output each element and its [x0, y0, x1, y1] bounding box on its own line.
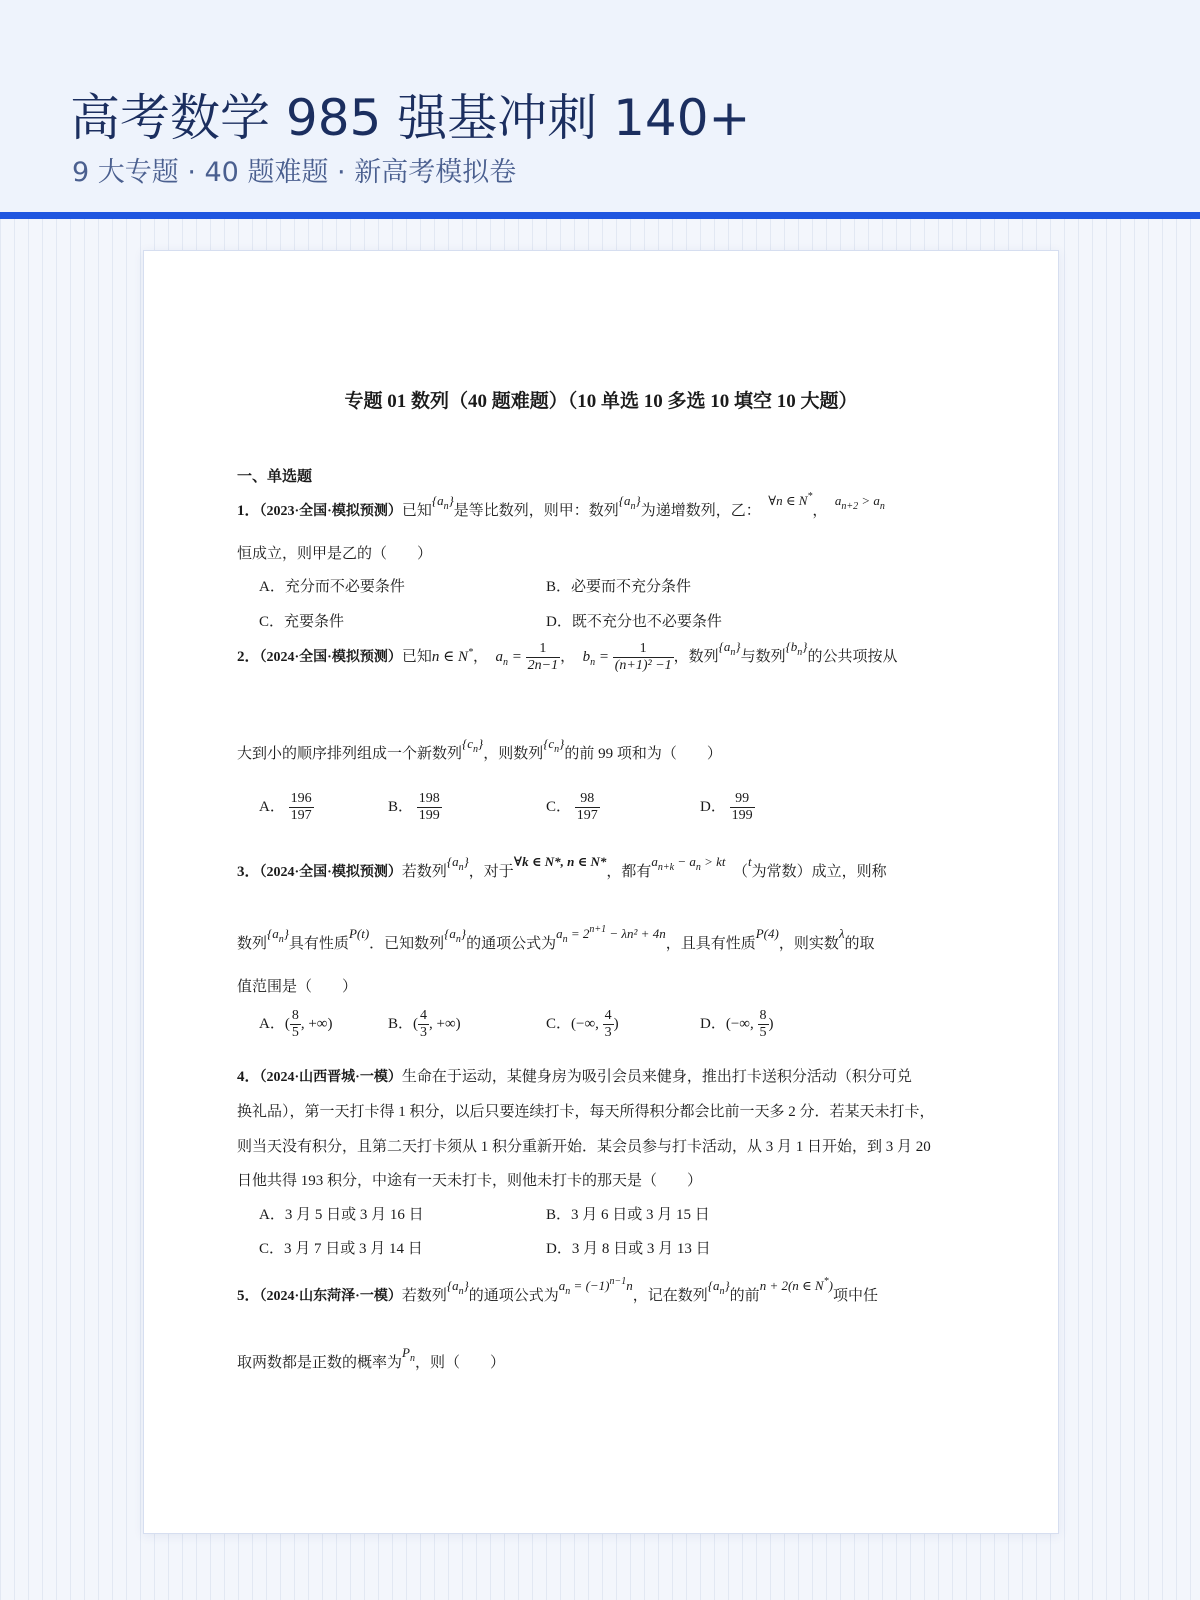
option-c[interactable]: C．(−∞, $\frac{4}{3}$ ) — [546, 1008, 619, 1041]
question-5-line-1: 5．（2024·山东菏泽·一模）若数列$\{a_n\}$的通项公式为$a_n = (-1)^{n-1}n$，记在数列$\{a_n\}$的前n + 2(n ∈ N*)项中任 — [237, 1276, 878, 1304]
option-d[interactable]: D．既不充分也不必要条件 — [546, 614, 722, 630]
math-inequality: $a_{n+k} - a_n$ > kt — [651, 854, 726, 873]
q1-text: 是等比数列，则甲：数列 — [453, 503, 619, 519]
math-lambda: λ — [838, 926, 845, 941]
question-3-line-2: 数列$\{a_n\}$具有性质P(t)．已知数列$\{a_n\}$的通项公式为$a_n = 2^{n+1} - \lambda n^2 + 4n$，且具有性质P(4)，则实数λ的取 — [237, 924, 875, 952]
option-c[interactable]: C．3 月 7 日或 3 月 14 日 — [259, 1241, 423, 1257]
page-title: 高考数学 985 强基冲刺 140+ — [70, 89, 751, 147]
math-seq-an: $\{a_n\}$ — [444, 926, 467, 945]
math-seq-an: $\{a_n\}$ — [618, 493, 641, 512]
math-p4: P(4) — [755, 926, 779, 941]
option-b[interactable]: B．( $\frac{4}{3}$ , +∞) — [388, 1008, 461, 1041]
math-seq-an: $\{a_n\}$ — [446, 1278, 469, 1297]
question-4-line-1: 4．（2024·山西晋城·一模）生命在于运动，某健身房为吸引会员来健身，推出打卡送积分活动（积分可兑 — [237, 1069, 912, 1085]
page-subtitle: 9 大专题 · 40 题难题 · 新高考模拟卷 — [72, 157, 517, 188]
question-4-line-2: 换礼品），第一天打卡得 1 积分，以后只要连续打卡，每天所得积分都会比前一天多 2 分．若某天未打卡， — [237, 1104, 935, 1120]
accent-divider — [0, 212, 1200, 219]
question-3-line-3: 值范围是（ ） — [237, 979, 358, 995]
option-a[interactable]: A．充分而不必要条件 — [259, 579, 405, 595]
question-2-line-2: 大到小的顺序排列组成一个新数列$\{c_n\}$，则数列$\{c_n\}$的前 99 项和为（ ） — [237, 736, 722, 762]
option-b[interactable]: B．3 月 6 日或 3 月 15 日 — [546, 1207, 710, 1223]
math-seq-bn: $\{b_n\}$ — [785, 639, 808, 659]
question-source: （2023·全国·模拟预测） — [259, 504, 402, 519]
question-number: 1． — [237, 503, 260, 519]
question-4-line-4: 日他共得 193 积分，中途有一天未打卡，则他未打卡的那天是（ ） — [237, 1173, 703, 1189]
option-c[interactable]: C．充要条件 — [259, 614, 345, 630]
math-an-def: $a_n$ = — [495, 649, 526, 669]
math-forall: ∀k ∈ N*, n ∈ N* — [513, 854, 607, 869]
question-1-line-2: 恒成立，则甲是乙的（ ） — [237, 546, 433, 562]
option-d[interactable]: D．(−∞, $\frac{8}{5}$ ) — [700, 1008, 774, 1041]
question-source: （2024·全国·模拟预测） — [259, 650, 402, 666]
option-b[interactable]: B．必要而不充分条件 — [546, 579, 692, 595]
question-3-line-1: 3．（2024·全国·模拟预测）若数列$\{a_n\}$，对于∀k ∈ N*, n ∈ N*，都有$a_{n+k} - a_n$ > kt （t为常数）成立，则称 — [237, 854, 887, 880]
option-d[interactable]: D． $\frac{99}{199}$ — [700, 791, 753, 824]
option-a[interactable]: A．3 月 5 日或 3 月 16 日 — [259, 1207, 424, 1223]
math-n-plus-2: n + 2(n ∈ N*) — [759, 1276, 833, 1293]
q2-text: ，数列 — [673, 649, 719, 666]
math-forall: ∀n ∈ N* — [768, 491, 813, 508]
option-a[interactable]: A． $\frac{196}{197}$ — [259, 791, 312, 824]
math-pt: P(t) — [348, 926, 370, 941]
question-source: （2024·山西晋城·一模） — [259, 1070, 402, 1085]
q2-text: 的公共项按从 — [807, 649, 898, 666]
math-seq-an: $\{a_n\}$ — [267, 926, 289, 945]
math-seq-an: $\{a_n\}$ — [431, 493, 454, 512]
math-seq-an: $\{a_n\}$ — [707, 1278, 730, 1297]
question-2-line-1: 2．（2024·全国·模拟预测）已知n ∈ N*， $a_n$ = $\frac{1}{2n-1}$ ， $b_n$ = $\frac{1}{\text{(n+1)² −1}}$ ，数列$\{a_n\}$与数列$\{b_n\}$的公共项按从 — [237, 639, 898, 674]
math-seq-an: $\{a_n\}$ — [446, 854, 469, 873]
question-number: 2． — [237, 649, 260, 666]
question-number: 4． — [237, 1069, 260, 1085]
q2-text: 与数列 — [740, 649, 786, 666]
question-number: 3． — [237, 864, 260, 880]
question-1-line-1: 1．（2023·全国·模拟预测）已知$\{a_n\}$是等比数列，则甲：数列$\{a_n\}$为递增数列，乙： ∀n ∈ N*， $a_{n+2} > a_n$ — [237, 491, 885, 519]
option-b[interactable]: B． $\frac{198}{199}$ — [388, 791, 440, 824]
document-title: 专题 01 数列（40 题难题）（10 单选 10 多选 10 填空 10 大题） — [344, 391, 858, 412]
q2-text: 已知 — [401, 649, 432, 666]
option-d[interactable]: D．3 月 8 日或 3 月 13 日 — [546, 1241, 711, 1257]
question-source: （2024·山东菏泽·一模） — [259, 1289, 402, 1304]
math-formula: $a_n = 2^{n+1} - \lambda n^2 + 4n$ — [556, 924, 666, 945]
math-bn-def: $b_n$ = — [582, 649, 613, 669]
option-c[interactable]: C． $\frac{98}{197}$ — [546, 791, 598, 824]
header-banner — [0, 0, 1200, 212]
math-pn: $P_n$ — [402, 1345, 415, 1364]
fraction-an: $\frac{1}{2n-1}$ — [527, 641, 559, 674]
document-page — [143, 250, 1059, 1534]
math-seq-cn: $\{c_n\}$ — [462, 736, 484, 755]
question-5-line-2: 取两数都是正数的概率为$P_n$，则（ ） — [237, 1345, 505, 1371]
question-source: （2024·全国·模拟预测） — [259, 865, 402, 880]
math-n-in-N: n ∈ N* — [431, 647, 473, 666]
math-seq-cn: $\{c_n\}$ — [543, 736, 565, 755]
option-a[interactable]: A．( $\frac{8}{5}$ , +∞) — [259, 1008, 333, 1041]
math-seq-an: $\{a_n\}$ — [718, 639, 741, 659]
math-formula: $a_n = (-1)^{n-1}n$ — [558, 1276, 633, 1297]
fraction-bn: $\frac{1}{\text{(n+1)² −1}}$ — [614, 641, 672, 674]
question-4-line-3: 则当天没有积分，且第二天打卡须从 1 积分重新开始．某会员参与打卡活动，从 3 月 1 日开始，到 3 月 20 — [237, 1139, 931, 1155]
q1-text: 为递增数列，乙： — [640, 503, 761, 519]
q1-text: 已知 — [401, 503, 432, 519]
question-number: 5． — [237, 1288, 260, 1304]
section-heading: 一、单选题 — [237, 469, 313, 485]
math-condition: $a_{n+2} > a_n$ — [834, 493, 885, 512]
